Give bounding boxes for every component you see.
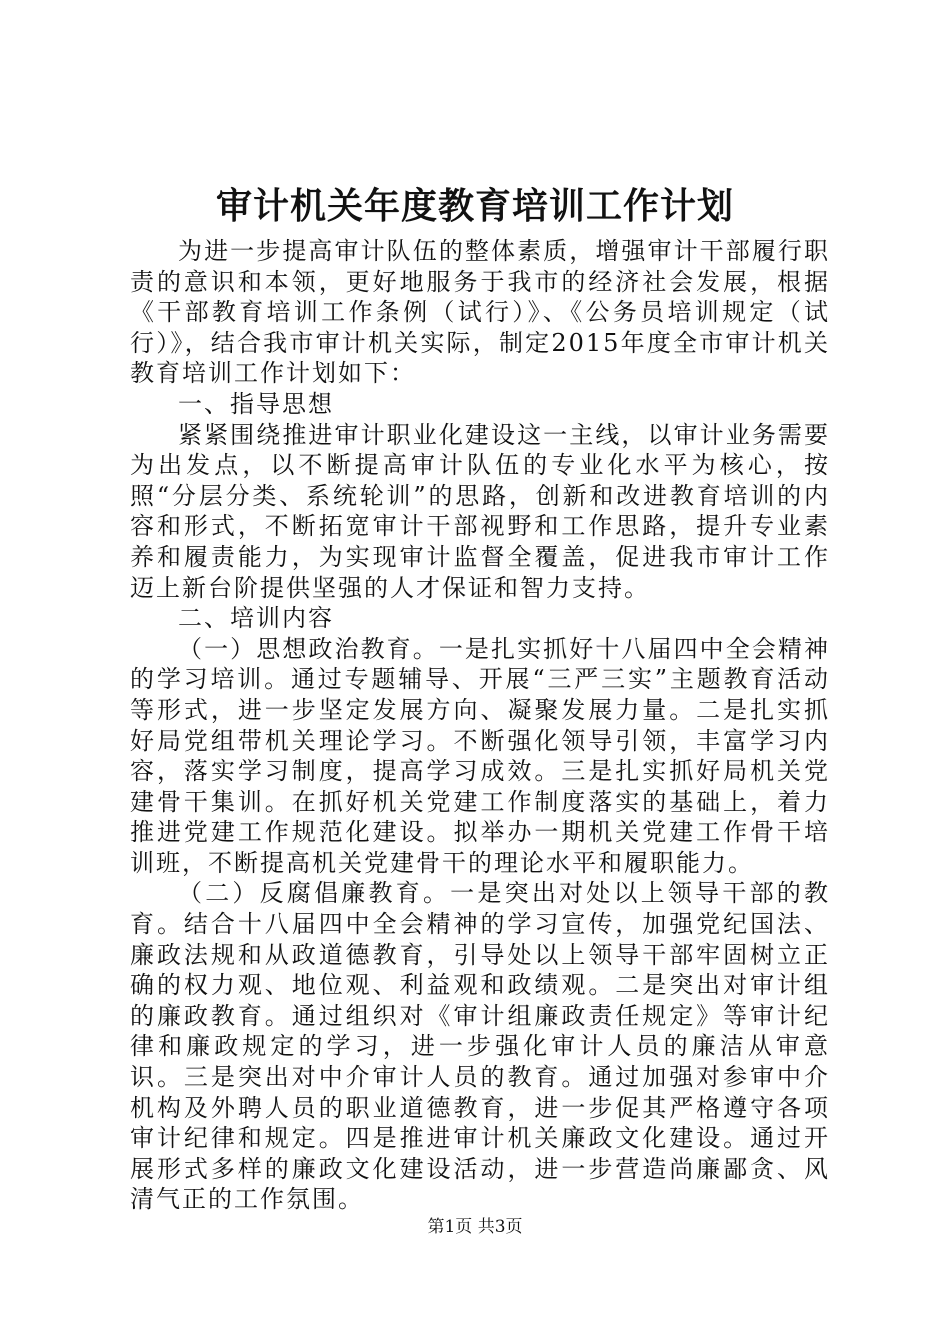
section-heading-training-content: 二、培训内容 <box>178 604 334 633</box>
political-education-paragraph: （一）思想政治教育。一是扎实抓好十八届四中全会精神的学习培训。通过专题辅导、开展“三严三实”主题教育活动等形式，进一步坚定发展方向、凝聚发展力量。二是扎实抓好局党组带机关理论学习。不断强化领导引领，丰富学习内容，落实学习制度，提高学习成效。三是扎实抓好局机关党建骨干集训。在抓好机关党建工作制度落实的基础上，着力推进党建工作规范化建设。拟举办一期机关党建工作骨干培训班，不断提高机关党建骨干的理论水平和履职能力。 <box>130 634 830 877</box>
page-number-footer: 第1页 共3页 <box>427 1217 523 1237</box>
guiding-ideology-paragraph: 紧紧围绕推进审计职业化建设这一主线，以审计业务需要为出发点，以不断提高审计队伍的专业化水平为核心，按照“分层分类、系统轮训”的思路，创新和改进教育培训的内容和形式，不断拓宽审计干部视野和工作思路，提升专业素养和履责能力，为实现审计监督全覆盖，促进我市审计工作迈上新台阶提供坚强的人才保证和智力支持。 <box>130 420 830 602</box>
section-heading-guiding-ideology: 一、指导思想 <box>178 389 334 418</box>
document-body <box>130 236 830 1215</box>
anti-corruption-paragraph: （二）反腐倡廉教育。一是突出对处以上领导干部的教育。结合十八届四中全会精神的学习宣传，加强党纪国法、廉政法规和从政道德教育，引导处以上领导干部牢固树立正确的权力观、地位观、利益观和政绩观。二是突出对审计组的廉政教育。通过组织对《审计组廉政责任规定》等审计纪律和廉政规定的学习，进一步强化审计人员的廉洁从审意识。三是突出对中介审计人员的教育。通过加强对参审中介机构及外聘人员的职业道德教育，进一步促其严格遵守各项审计纪律和规定。四是推进审计机关廉政文化建设。通过开展形式多样的廉政文化建设活动，进一步营造尚廉鄙贪、风清气正的工作氛围。 <box>130 879 830 1214</box>
page-title: 审计机关年度教育培训工作计划 <box>215 185 734 227</box>
intro-paragraph: 为进一步提高审计队伍的整体素质，增强审计干部履行职责的意识和本领，更好地服务于我市的经济社会发展，根据《干部教育培训工作条例（试行）》、《公务员培训规定（试行）》，结合我市审计机关实际，制定2015年度全市审计机关教育培训工作计划如下： <box>130 237 830 388</box>
